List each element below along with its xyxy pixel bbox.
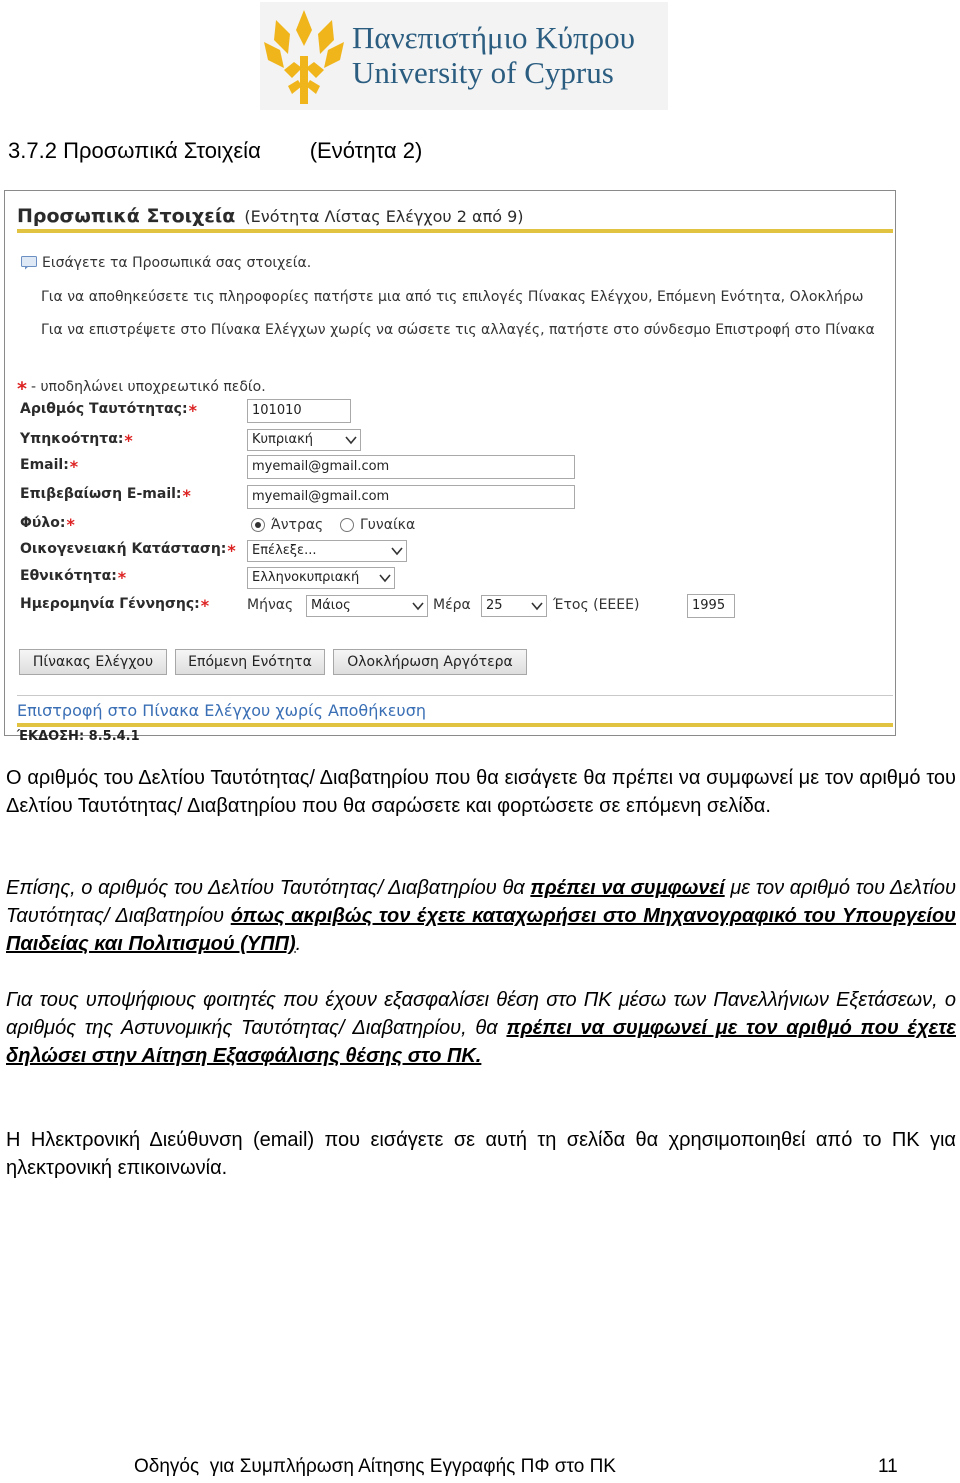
birth-day-value: 25 [486,598,503,613]
gender-female-label: Γυναίκα [360,517,416,533]
chevron-down-icon [531,599,543,613]
email-label: Email:* [20,457,79,476]
gender-male-radio[interactable] [251,518,265,532]
email-confirm-input[interactable]: myemail@gmail.com [247,485,575,509]
marital-status-value: Επέλεξε... [252,543,317,558]
paragraph-id-match: Ο αριθμός του Δελτίου Ταυτότητας/ Διαβατηρίου που θα εισάγετε θα πρέπει να συμφωνεί με τον αριθμό του Δελτίου Ταυτότητας/ Διαβατηρίου που θα σαρώσετε και φορτώσετε σε επόμενη σελίδα. [6,767,956,817]
paragraph-email-usage: Η Ηλεκτρονική Διεύθυνση (email) που εισάγετε σε αυτή τη σελίδα θα χρησιμοποιηθεί από το ΠΚ για ηλεκτρονική επικοινωνία. [6,1129,956,1179]
panel-subtitle: (Ενότητα Λίστας Ελέγχου 2 από 9) [244,207,524,226]
birth-date-label: Ημερομηνία Γέννησης:* [20,596,210,615]
olive-branch-emblem-icon [262,6,346,106]
complete-later-button[interactable]: Ολοκλήρωση Αργότερα [333,649,527,675]
university-logo [260,2,668,110]
email-input[interactable]: myemail@gmail.com [247,455,575,479]
panel-title-bar [17,205,893,233]
footer-accent-bar [17,723,893,727]
id-number-label: Αριθμός Ταυτότητας:* [20,401,197,420]
citizenship-select[interactable] [247,429,361,451]
save-instructions: Για να αποθηκεύσετε τις πληροφορίες πατήστε μια από τις επιλογές Πίνακας Ελέγχου, Επόμενη Ενότητα, Ολοκλήρω [41,289,864,305]
page-number: 11 [878,1456,898,1477]
section-note: (Ενότητα 2) [309,138,423,163]
gender-male-label: Άντρας [271,517,324,533]
gender-female-radio[interactable] [340,518,354,532]
chevron-down-icon [345,433,357,447]
version-label: ΈΚΔΟΣΗ: 8.5.4.1 [17,729,140,744]
email-confirm-label: Επιβεβαίωση E-mail:* [20,486,191,505]
return-without-saving-link[interactable]: Επιστροφή στο Πίνακα Ελέγχου χωρίς Αποθήκευση [17,701,426,720]
paragraph-panhellenic-students: Για τους υποψήφιους φοιτητές που έχουν εξασφαλίσει θέση στο ΠΚ μέσω των Πανελλήνιων Εξετάσεων, ο αριθμός της Αστυνομικής Ταυτότητας/ Διαβατηρίου, θα πρέπει να συμφωνεί με τον αριθμό που έχετε δηλώσει στην Αίτηση Εξασφάλισης θέσης στο ΠΚ. [6,989,956,1067]
ethnicity-value: Ελληνοκυπριακή [252,570,360,585]
logo-english-name: University of Cyprus [352,55,614,90]
required-note-text: - υποδηλώνει υποχρεωτικό πεδίο. [30,379,266,395]
gender-label: Φύλο:* [20,515,75,534]
section-number: 3.7.2 [8,138,57,163]
chevron-down-icon [412,599,424,613]
info-text: Εισάγετε τα Προσωπικά σας στοιχεία. [42,255,312,271]
personal-details-form-screenshot [4,190,896,744]
birth-day-select[interactable] [481,595,547,617]
birth-day-label: Μέρα [433,597,471,613]
birth-month-label: Μήνας [247,597,294,613]
footer-document-title: Οδηγός για Συμπλήρωση Αίτησης Εγγραφής ΠΦ στο ΠΚ [134,1456,616,1477]
section-heading [8,138,422,164]
birth-year-label: Έτος (ΕΕΕΕ) [553,597,640,613]
chevron-down-icon [379,571,391,585]
panel-divider [17,695,893,696]
info-message [21,255,311,271]
paragraph-ministry-match: Επίσης, ο αριθμός του Δελτίου Ταυτότητας/ Διαβατηρίου θα πρέπει να συμφωνεί με τον αριθμό του Δελτίου Ταυτότητας/ Διαβατηρίου όπως ακριβώς τον έχετε καταχωρήσει στο Μηχανογραφικό του Υπουργείου Παιδείας και Πολιτισμού (ΥΠΠ). [6,877,957,955]
birth-month-value: Μάιος [311,598,351,613]
marital-status-select[interactable] [247,540,407,562]
ethnicity-select[interactable] [247,567,395,589]
birth-year-input[interactable]: 1995 [687,594,735,618]
next-section-button[interactable]: Επόμενη Ενότητα [175,649,325,675]
return-instructions: Για να επιστρέψετε στο Πίνακα Ελέγχων χωρίς να σώσετε τις αλλαγές, πατήστε στο σύνδεσμο Επιστροφή στο Πίνακα [41,322,875,338]
citizenship-label: Υπηκοότητα:* [20,431,133,450]
chevron-down-icon [391,544,403,558]
logo-greek-name: Πανεπιστήμιο Κύπρου [352,20,635,56]
citizenship-value: Κυπριακή [252,432,313,447]
ethnicity-label: Εθνικότητα:* [20,568,127,587]
panel-title: Προσωπικά Στοιχεία [17,205,236,227]
required-asterisk: * [17,378,27,400]
message-info-icon [21,256,37,270]
dashboard-button[interactable]: Πίνακας Ελέγχου [19,649,167,675]
birth-month-select[interactable] [306,595,428,617]
id-number-input[interactable]: 101010 [247,399,351,423]
required-field-note [17,378,266,400]
section-title: Προσωπικά Στοιχεία [63,138,261,163]
marital-status-label: Οικογενειακή Κατάσταση:* [20,541,236,560]
